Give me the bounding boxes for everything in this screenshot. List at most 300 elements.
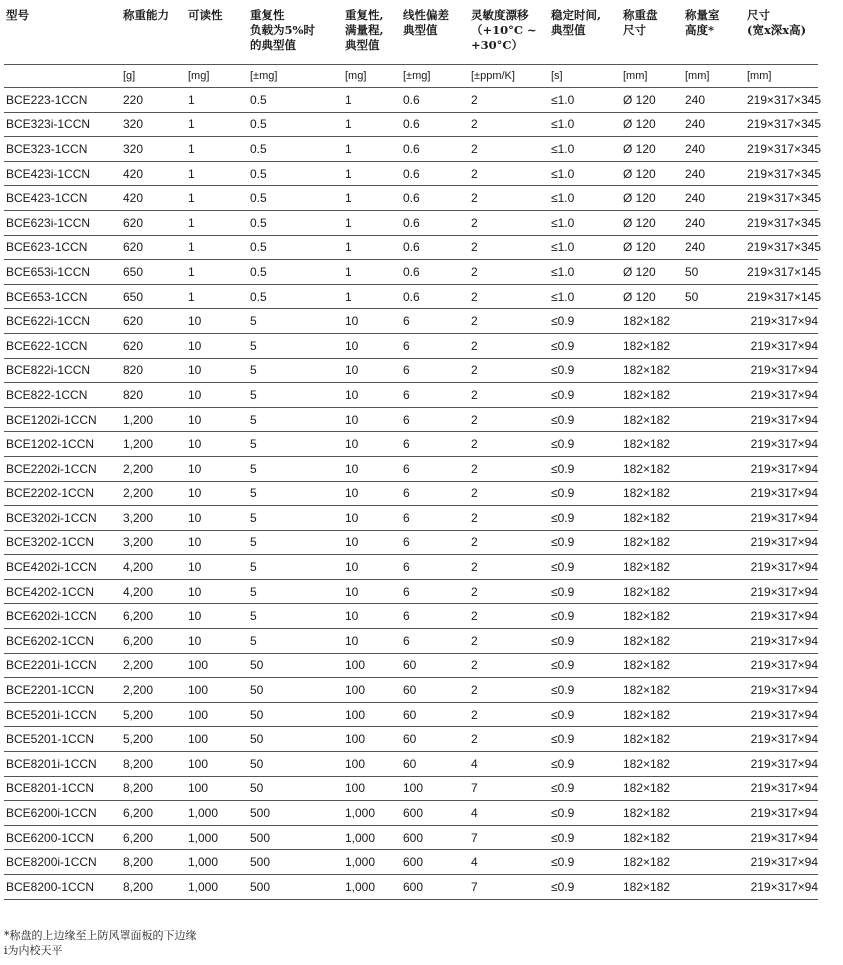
table-cell: 182×182 — [621, 752, 683, 777]
unit-cell — [4, 65, 121, 88]
table-cell: 1 — [343, 260, 401, 285]
column-header — [121, 4, 186, 65]
table-cell: 182×182 — [621, 653, 683, 678]
table-cell: 2 — [469, 481, 549, 506]
model-cell: BCE3202-1CCN — [4, 530, 121, 555]
table-cell: 10 — [343, 407, 401, 432]
table-cell: 1,200 — [121, 407, 186, 432]
table-cell: 0.6 — [401, 284, 469, 309]
table-cell: 0.5 — [248, 186, 343, 211]
table-cell: 220 — [121, 88, 186, 113]
table-cell: 0.5 — [248, 284, 343, 309]
table-row — [4, 825, 818, 850]
table-cell: 600 — [401, 850, 469, 875]
table-cell: 219×317×94 — [745, 407, 818, 432]
column-header — [248, 4, 343, 65]
model-cell: BCE2201i-1CCN — [4, 653, 121, 678]
table-cell — [683, 702, 745, 727]
table-cell: 219×317×94 — [745, 850, 818, 875]
table-row — [4, 604, 818, 629]
table-cell: 1 — [186, 186, 248, 211]
table-cell: 10 — [343, 506, 401, 531]
table-cell: 182×182 — [621, 555, 683, 580]
table-cell: 219×317×345 — [745, 210, 818, 235]
table-cell: ≤0.9 — [549, 383, 621, 408]
model-cell: BCE8201i-1CCN — [4, 752, 121, 777]
table-cell: 8,200 — [121, 776, 186, 801]
column-header-line: 型号 — [6, 8, 29, 22]
table-cell: 10 — [343, 555, 401, 580]
table-cell: 8,200 — [121, 850, 186, 875]
table-cell: 7 — [469, 825, 549, 850]
table-cell: 50 — [248, 752, 343, 777]
table-cell: 182×182 — [621, 432, 683, 457]
table-row — [4, 260, 818, 285]
table-cell: 2 — [469, 506, 549, 531]
column-header-line: （+10°C ~ — [471, 23, 537, 37]
table-cell: 0.5 — [248, 112, 343, 137]
table-cell: 2 — [469, 727, 549, 752]
column-header-line: 称重能力 — [123, 8, 169, 22]
table-cell: 0.6 — [401, 88, 469, 113]
table-cell: ≤0.9 — [549, 506, 621, 531]
table-cell: 0.5 — [248, 88, 343, 113]
table-cell: 10 — [186, 530, 248, 555]
table-cell: 5 — [248, 604, 343, 629]
table-cell: 100 — [343, 727, 401, 752]
table-cell: 219×317×94 — [745, 801, 818, 826]
table-cell: ≤0.9 — [549, 653, 621, 678]
table-cell: Ø 120 — [621, 112, 683, 137]
table-cell: 182×182 — [621, 333, 683, 358]
model-cell: BCE2201-1CCN — [4, 678, 121, 703]
table-cell: 219×317×94 — [745, 776, 818, 801]
table-cell: 10 — [186, 579, 248, 604]
table-row — [4, 235, 818, 260]
table-cell: 50 — [683, 284, 745, 309]
table-cell: 2 — [469, 702, 549, 727]
table-cell: 1 — [186, 210, 248, 235]
table-cell: 500 — [248, 850, 343, 875]
spec-table — [4, 4, 822, 900]
table-cell: 4,200 — [121, 555, 186, 580]
table-cell: 182×182 — [621, 309, 683, 334]
table-cell: 10 — [186, 456, 248, 481]
table-cell: 620 — [121, 333, 186, 358]
model-cell: BCE6200-1CCN — [4, 825, 121, 850]
model-cell: BCE653i-1CCN — [4, 260, 121, 285]
model-cell: BCE223-1CCN — [4, 88, 121, 113]
table-cell: ≤1.0 — [549, 260, 621, 285]
table-cell: 2 — [469, 88, 549, 113]
table-cell: 4 — [469, 801, 549, 826]
table-cell: 10 — [186, 333, 248, 358]
table-cell: 50 — [248, 727, 343, 752]
table-cell: 219×317×94 — [745, 702, 818, 727]
table-cell: 6,200 — [121, 604, 186, 629]
table-cell — [683, 850, 745, 875]
table-cell: 182×182 — [621, 776, 683, 801]
table-cell: 2,200 — [121, 653, 186, 678]
table-cell: Ø 120 — [621, 260, 683, 285]
table-cell: 182×182 — [621, 407, 683, 432]
table-cell: ≤1.0 — [549, 112, 621, 137]
table-cell — [683, 333, 745, 358]
column-header-line: 负载为5%时 — [250, 23, 315, 37]
table-cell: 5 — [248, 579, 343, 604]
table-cell: 1 — [186, 137, 248, 162]
table-cell: 10 — [343, 456, 401, 481]
table-cell: ≤0.9 — [549, 678, 621, 703]
table-body — [4, 88, 822, 900]
table-cell: 219×317×94 — [745, 678, 818, 703]
table-cell: 2 — [469, 432, 549, 457]
table-row — [4, 432, 818, 457]
table-cell: 219×317×94 — [745, 383, 818, 408]
table-cell: 6 — [401, 333, 469, 358]
table-cell: 10 — [186, 604, 248, 629]
table-row — [4, 481, 818, 506]
table-cell: 240 — [683, 235, 745, 260]
table-cell: 10 — [343, 604, 401, 629]
table-row — [4, 456, 818, 481]
table-cell: 219×317×94 — [745, 727, 818, 752]
table-cell: 500 — [248, 801, 343, 826]
table-cell: 1 — [186, 284, 248, 309]
table-cell: 4 — [469, 850, 549, 875]
table-cell: ≤1.0 — [549, 137, 621, 162]
table-cell — [683, 801, 745, 826]
table-cell — [683, 752, 745, 777]
table-cell: 2 — [469, 260, 549, 285]
table-cell: 6 — [401, 555, 469, 580]
table-cell: 320 — [121, 137, 186, 162]
table-cell: 100 — [186, 776, 248, 801]
table-cell: 2 — [469, 309, 549, 334]
table-cell: 2,200 — [121, 678, 186, 703]
table-cell: 6 — [401, 456, 469, 481]
table-cell: 1 — [343, 112, 401, 137]
table-cell: 1 — [343, 88, 401, 113]
table-cell — [683, 432, 745, 457]
table-cell: 5 — [248, 629, 343, 654]
table-cell — [683, 481, 745, 506]
table-cell: 5 — [248, 309, 343, 334]
column-header — [745, 4, 818, 65]
table-row — [4, 702, 818, 727]
table-cell: 10 — [343, 432, 401, 457]
table-row — [4, 752, 818, 777]
table-cell: 0.5 — [248, 161, 343, 186]
table-cell: 420 — [121, 186, 186, 211]
table-cell: 2 — [469, 235, 549, 260]
table-cell: 219×317×345 — [745, 112, 818, 137]
model-cell: BCE423-1CCN — [4, 186, 121, 211]
table-cell: 10 — [343, 579, 401, 604]
table-cell: 219×317×94 — [745, 629, 818, 654]
table-cell: 100 — [186, 653, 248, 678]
table-cell: Ø 120 — [621, 284, 683, 309]
table-cell: ≤0.9 — [549, 776, 621, 801]
column-header-line: +30°C） — [471, 38, 524, 52]
table-cell: 10 — [186, 358, 248, 383]
table-cell: ≤0.9 — [549, 309, 621, 334]
table-cell: 500 — [248, 825, 343, 850]
column-header — [401, 4, 469, 65]
table-cell: 60 — [401, 653, 469, 678]
table-cell: 0.5 — [248, 235, 343, 260]
table-cell: ≤0.9 — [549, 604, 621, 629]
table-cell: 6 — [401, 432, 469, 457]
table-cell: 60 — [401, 702, 469, 727]
column-header — [4, 4, 121, 65]
unit-cell: [mm] — [621, 65, 683, 88]
table-cell: 219×317×94 — [745, 825, 818, 850]
table-cell: 1 — [186, 161, 248, 186]
table-cell: 50 — [248, 702, 343, 727]
table-cell: 100 — [186, 678, 248, 703]
column-header-line: 称重盘 — [623, 8, 658, 22]
table-row — [4, 727, 818, 752]
column-header-line: 线性偏差 — [403, 8, 449, 22]
table-cell: 420 — [121, 161, 186, 186]
table-row — [4, 530, 818, 555]
table-cell: Ø 120 — [621, 161, 683, 186]
table-cell: 320 — [121, 112, 186, 137]
table-cell: 5 — [248, 555, 343, 580]
table-cell: 182×182 — [621, 850, 683, 875]
table-cell: 1 — [186, 260, 248, 285]
column-header-line: 尺寸 — [623, 23, 646, 37]
table-cell: 100 — [343, 752, 401, 777]
table-cell: 60 — [401, 727, 469, 752]
table-cell: 10 — [343, 309, 401, 334]
table-cell: 0.6 — [401, 137, 469, 162]
table-cell: 2 — [469, 383, 549, 408]
header-row — [4, 4, 818, 65]
model-cell: BCE1202i-1CCN — [4, 407, 121, 432]
column-header-line: 高度* — [685, 23, 715, 37]
table-cell: 182×182 — [621, 506, 683, 531]
table-cell: 2 — [469, 579, 549, 604]
table-cell: ≤0.9 — [549, 407, 621, 432]
table-cell: 60 — [401, 752, 469, 777]
table-cell: 2 — [469, 629, 549, 654]
table-cell: 2 — [469, 137, 549, 162]
table-row — [4, 850, 818, 875]
model-cell: BCE623i-1CCN — [4, 210, 121, 235]
table-cell: 219×317×94 — [745, 333, 818, 358]
table-cell: ≤1.0 — [549, 88, 621, 113]
table-cell: 240 — [683, 88, 745, 113]
table-cell: 2 — [469, 555, 549, 580]
table-cell: 219×317×94 — [745, 456, 818, 481]
table-cell: 219×317×345 — [745, 186, 818, 211]
model-cell: BCE822-1CCN — [4, 383, 121, 408]
table-cell: 500 — [248, 875, 343, 900]
table-cell: 6 — [401, 629, 469, 654]
column-header-line: 稳定时间, — [551, 8, 602, 22]
model-cell: BCE3202i-1CCN — [4, 506, 121, 531]
table-cell — [683, 358, 745, 383]
table-cell: 0.6 — [401, 260, 469, 285]
table-cell: 8,200 — [121, 752, 186, 777]
table-row — [4, 407, 818, 432]
table-cell: 1,000 — [186, 850, 248, 875]
model-cell: BCE622i-1CCN — [4, 309, 121, 334]
table-cell: 650 — [121, 260, 186, 285]
table-cell: 2 — [469, 161, 549, 186]
model-cell: BCE6202-1CCN — [4, 629, 121, 654]
table-cell: 6,200 — [121, 825, 186, 850]
model-cell: BCE8200-1CCN — [4, 875, 121, 900]
table-cell: 240 — [683, 186, 745, 211]
table-cell: Ø 120 — [621, 186, 683, 211]
table-cell: 10 — [343, 333, 401, 358]
table-cell: 10 — [186, 629, 248, 654]
table-cell: 6 — [401, 506, 469, 531]
table-cell: 5,200 — [121, 702, 186, 727]
table-row — [4, 776, 818, 801]
table-cell: 100 — [343, 678, 401, 703]
table-cell: 182×182 — [621, 383, 683, 408]
model-cell: BCE2202-1CCN — [4, 481, 121, 506]
footnotes — [4, 928, 197, 958]
table-cell: 0.6 — [401, 210, 469, 235]
model-cell: BCE323-1CCN — [4, 137, 121, 162]
table-cell: 5,200 — [121, 727, 186, 752]
model-cell: BCE5201-1CCN — [4, 727, 121, 752]
table-cell: 1,000 — [186, 875, 248, 900]
table-cell: 182×182 — [621, 678, 683, 703]
table-cell: 1,000 — [343, 825, 401, 850]
table-cell: 182×182 — [621, 702, 683, 727]
table-row — [4, 678, 818, 703]
table-cell: 2 — [469, 653, 549, 678]
table-cell: 5 — [248, 456, 343, 481]
table-cell: 2 — [469, 530, 549, 555]
table-cell — [683, 653, 745, 678]
table-cell: 0.6 — [401, 161, 469, 186]
table-cell: 219×317×345 — [745, 161, 818, 186]
column-header-line: 典型值 — [403, 23, 438, 37]
table-cell: 600 — [401, 825, 469, 850]
table-cell: 600 — [401, 801, 469, 826]
table-cell: 2 — [469, 678, 549, 703]
table-row — [4, 309, 818, 334]
table-cell — [683, 530, 745, 555]
unit-cell: [mg] — [186, 65, 248, 88]
column-header-line: 重复性, — [345, 8, 384, 22]
model-cell: BCE623-1CCN — [4, 235, 121, 260]
table-cell — [683, 456, 745, 481]
table-cell: 100 — [343, 776, 401, 801]
table-cell: ≤0.9 — [549, 432, 621, 457]
table-cell: 5 — [248, 358, 343, 383]
table-row — [4, 801, 818, 826]
column-header-line: 典型值 — [551, 23, 586, 37]
table-cell: ≤0.9 — [549, 481, 621, 506]
table-row — [4, 506, 818, 531]
column-header — [469, 4, 549, 65]
table-cell — [683, 383, 745, 408]
table-cell: 6,200 — [121, 629, 186, 654]
unit-cell: [mm] — [745, 65, 818, 88]
table-cell: 182×182 — [621, 530, 683, 555]
table-cell: 219×317×345 — [745, 235, 818, 260]
table-cell: 10 — [186, 481, 248, 506]
table-row — [4, 112, 818, 137]
column-header — [683, 4, 745, 65]
unit-cell: [g] — [121, 65, 186, 88]
model-cell: BCE423i-1CCN — [4, 161, 121, 186]
table-cell: 219×317×94 — [745, 481, 818, 506]
table-cell: ≤0.9 — [549, 850, 621, 875]
table-cell: 2 — [469, 456, 549, 481]
table-cell: 182×182 — [621, 875, 683, 900]
table-cell: 6 — [401, 579, 469, 604]
table-cell: 10 — [186, 555, 248, 580]
table-cell: 1,000 — [343, 801, 401, 826]
table-cell: 4,200 — [121, 579, 186, 604]
model-cell: BCE622-1CCN — [4, 333, 121, 358]
table-cell: 10 — [343, 629, 401, 654]
table-cell: 2 — [469, 333, 549, 358]
table-cell: ≤0.9 — [549, 358, 621, 383]
table-cell: ≤1.0 — [549, 161, 621, 186]
table-row — [4, 653, 818, 678]
table-cell: ≤0.9 — [549, 727, 621, 752]
model-cell: BCE6200i-1CCN — [4, 801, 121, 826]
model-cell: BCE6202i-1CCN — [4, 604, 121, 629]
model-cell: BCE8201-1CCN — [4, 776, 121, 801]
table-cell: 0.5 — [248, 210, 343, 235]
table-cell: 1 — [343, 210, 401, 235]
table-cell: 1 — [343, 235, 401, 260]
table-cell: 6 — [401, 358, 469, 383]
table-cell: ≤1.0 — [549, 284, 621, 309]
table-cell: 3,200 — [121, 530, 186, 555]
table-cell: 182×182 — [621, 604, 683, 629]
table-cell: 219×317×94 — [745, 604, 818, 629]
model-cell: BCE653-1CCN — [4, 284, 121, 309]
table-cell: 6,200 — [121, 801, 186, 826]
table-row — [4, 333, 818, 358]
table-cell: 240 — [683, 112, 745, 137]
table-cell: 2 — [469, 284, 549, 309]
table-cell: 219×317×94 — [745, 875, 818, 900]
table-cell: 1 — [343, 161, 401, 186]
table-cell: 4 — [469, 752, 549, 777]
table-cell: 5 — [248, 383, 343, 408]
table-cell — [683, 604, 745, 629]
table-cell: 600 — [401, 875, 469, 900]
table-row — [4, 875, 818, 900]
table-cell: 2 — [469, 112, 549, 137]
table-cell: 6 — [401, 604, 469, 629]
table-cell: 8,200 — [121, 875, 186, 900]
table-cell: 100 — [343, 653, 401, 678]
table-cell — [683, 309, 745, 334]
table-cell: 6 — [401, 530, 469, 555]
table-cell: 7 — [469, 776, 549, 801]
table-cell: 10 — [186, 383, 248, 408]
unit-cell: [±mg] — [248, 65, 343, 88]
column-header-line: 尺寸 — [747, 8, 770, 22]
table-cell: 1 — [343, 137, 401, 162]
table-cell: 100 — [343, 702, 401, 727]
table-cell: 1 — [186, 112, 248, 137]
